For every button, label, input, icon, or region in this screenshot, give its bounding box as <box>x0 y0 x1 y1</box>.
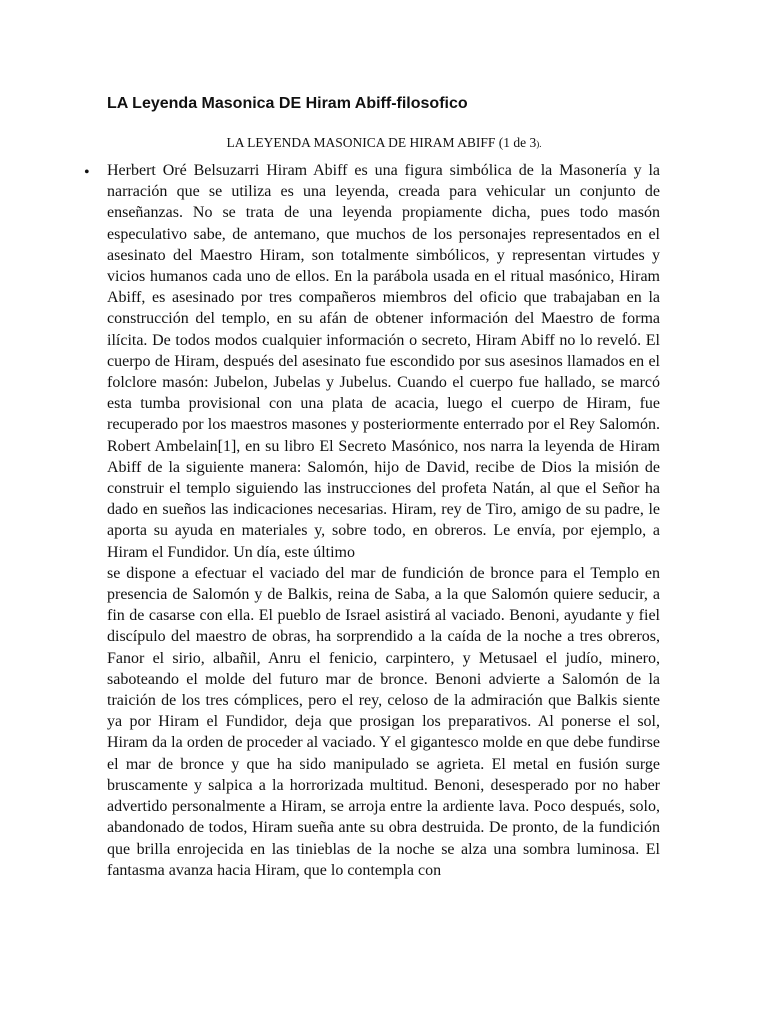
document-subheading <box>0 134 768 153</box>
document-title: LA Leyenda Masonica DE Hiram Abiff-filosofico <box>107 95 468 112</box>
subheading-text: LA LEYENDA MASONICA DE HIRAM ABIFF (1 de 3 <box>226 135 537 150</box>
subheading-suffix: ). <box>536 139 542 149</box>
body-text <box>107 160 660 881</box>
bullet-marker: • <box>84 164 90 181</box>
paragraph-1: Herbert Oré Belsuzarri Hiram Abiff es una figura simbólica de la Masonería y la narración que se utiliza es una leyenda, creada para vehicular un conjunto de enseñanzas. No se trata de una leyenda propiamente dicha, pues todo masón especulativo sabe, de antemano, que muchos de los personajes representados en el asesinato del Maestro Hiram, son totalmente simbólicos, y representan virtudes y vicios humanos cada uno de ellos. En la parábola usada en el ritual masónico, Hiram Abiff, es asesinado por tres compañeros miembros del oficio que trabajaban en la construcción del templo, en su afán de obtener información del Maestro de forma ilícita. De todos modos cualquier información o secreto, Hiram Abiff no lo reveló. El cuerpo de Hiram, después del asesinato fue escondido por sus asesinos llamados en el folclore masón: Jubelon, Jubelas y Jubelus. Cuando el cuerpo fue hallado, se marcó esta tumba provisional con una plata de acacia, luego el cuerpo de Hiram, fue recuperado por los maestros masones y posteriormente enterrado por el Rey Salomón. Robert Ambelain[1], en su libro El Secreto Masónico, nos narra la leyenda de Hiram Abiff de la siguiente manera: Salomón, hijo de David, recibe de Dios la misión de construir el templo siguiendo las instrucciones del profeta Natán, al que el Señor ha dado en sueños las indicaciones necesarias. Hiram, rey de Tiro, amigo de su padre, le aporta su ayuda en materiales y, sobre todo, en obreros. Le envía, por ejemplo, a Hiram el Fundidor. Un día, este último <box>107 162 660 561</box>
paragraph-2: se dispone a efectuar el vaciado del mar de fundición de bronce para el Templo en presencia de Salomón y de Balkis, reina de Saba, a la que Salomón quiere seducir, a fin de casarse con ella. El pueblo de Israel asistirá al vaciado. Benoni, ayudante y fiel discípulo del maestro de obras, ha sorprendido a la caída de la noche a tres obreros, Fanor el sirio, albañil, Anru el fenicio, carpintero, y Metusael el judío, minero, saboteando el molde del futuro mar de bronce. Benoni advierte a Salomón de la traición de los tres cómplices, pero el rey, celoso de la admiración que Balkis siente ya por Hiram el Fundidor, deja que prosigan los preparativos. Al ponerse el sol, Hiram da la orden de proceder al vaciado. Y el gigantesco molde en que debe fundirse el mar de bronce y que ha sido manipulado se agrieta. El metal en fusión surge bruscamente y salpica a la horrorizada multitud. Benoni, desesperado por no haber advertido personalmente a Hiram, se arroja entre la ardiente lava. Poco después, solo, abandonado de todos, Hiram sueña ante su obra destruida. De pronto, de la fundición que brilla enrojecida en las tinieblas de la noche se alza una sombra luminosa. El fantasma avanza hacia Hiram, que lo contempla con <box>107 564 660 879</box>
